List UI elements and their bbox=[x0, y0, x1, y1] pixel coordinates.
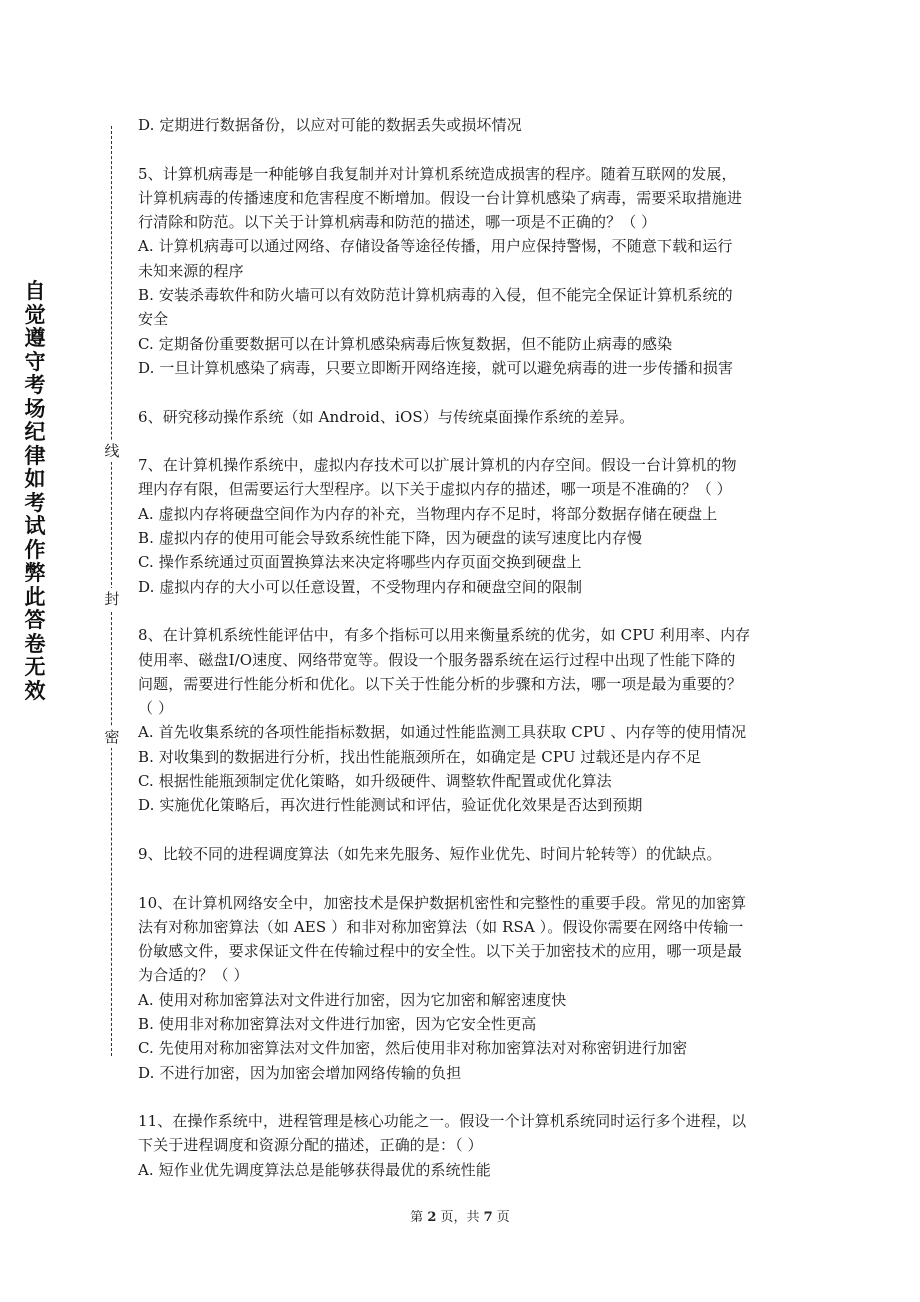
answer-option-line: C. 先使用对称加密算法对文件加密，然后使用非对称加密算法对对称密钥进行加密 bbox=[138, 1039, 688, 1058]
answer-option-line: A. 首先收集系统的各项性能指标数据，如通过性能监测工具获取 CPU 、内存等的使用情况 bbox=[138, 723, 747, 742]
text-line: 使用率、磁盘I/O速度、网络带宽等。假设一个服务器系统在运行过程中出现了性能下降的 bbox=[138, 650, 736, 669]
blank-line bbox=[138, 1085, 793, 1109]
answer-option-line: A. 短作业优先调度算法总是能够获得最优的系统性能 bbox=[138, 1160, 491, 1179]
blank-line bbox=[138, 429, 793, 453]
text-line: 问题，需要进行性能分析和优化。以下关于性能分析的步骤和方法，哪一项是最为重要的？ bbox=[138, 674, 743, 693]
question-stem-line: 8、在计算机系统性能评估中，有多个指标可以用来衡量系统的优劣，如 CPU 利用率、内存 bbox=[138, 626, 751, 645]
question-stem-line: 10、在计算机网络安全中，加密技术是保护数据机密性和完整性的重要手段。常见的加密算 bbox=[138, 893, 747, 912]
answer-option-line: D. 虚拟内存的大小可以任意设置，不受物理内存和硬盘空间的限制 bbox=[138, 577, 583, 596]
answer-option-line: C. 定期备份重要数据可以在计算机感染病毒后恢复数据，但不能防止病毒的感染 bbox=[138, 334, 673, 353]
answer-option-line: D. 定期进行数据备份，以应对可能的数据丢失或损坏情况 bbox=[138, 116, 522, 134]
text-line: 法有对称加密算法（如 AES ）和非对称加密算法（如 RSA ）。假设你需要在网络中传输一 bbox=[138, 917, 744, 936]
exam-content bbox=[138, 113, 793, 1182]
answer-option-line: B. 安装杀毒软件和防火墙可以有效防范计算机病毒的入侵，但不能完全保证计算机系统的 bbox=[138, 286, 733, 305]
binding-margin-notice: 自觉遵守考场纪律如考试作弊此答卷无效 bbox=[24, 279, 46, 703]
current-page-number: 2 bbox=[427, 1210, 437, 1225]
question-stem-line: 6、研究移动操作系统（如 Android、iOS）与传统桌面操作系统的差异。 bbox=[138, 407, 635, 426]
blank-line bbox=[138, 137, 793, 161]
text-line: 份敏感文件，要求保证文件在传输过程中的安全性。以下关于加密技术的应用，哪一项是最 bbox=[138, 942, 743, 961]
answer-option-line: D. 不进行加密，因为加密会增加网络传输的负担 bbox=[138, 1063, 462, 1082]
text-line: 为合适的？（ ） bbox=[138, 966, 249, 985]
total-page-number: 7 bbox=[483, 1210, 493, 1225]
answer-option-line: D. 实施优化策略后，再次进行性能测试和评估，验证优化效果是否达到预期 bbox=[138, 796, 643, 815]
binding-mark-feng: 封 bbox=[104, 590, 120, 608]
question-stem-line: 5、计算机病毒是一种能够自我复制并对计算机系统造成损害的程序。随着互联网的发展， bbox=[138, 164, 737, 183]
question-stem-line: 7、在计算机操作系统中，虚拟内存技术可以扩展计算机的内存空间。假设一台计算机的物 bbox=[138, 456, 737, 475]
text-line: 安全 bbox=[138, 310, 169, 329]
text-line: 计算机病毒的传播速度和危害程度不断增加。假设一台计算机感染了病毒，需要采取措施进 bbox=[138, 188, 743, 207]
binding-mark-mi: 密 bbox=[104, 728, 120, 746]
text-line: 行清除和防范。以下关于计算机病毒和防范的描述，哪一项是不正确的？（ ） bbox=[138, 213, 657, 232]
footer-suffix: 页 bbox=[492, 1210, 510, 1225]
text-line: 下关于进程调度和资源分配的描述，正确的是：（ ） bbox=[138, 1136, 483, 1155]
answer-option-line: A. 计算机病毒可以通过网络、存储设备等途径传播，用户应保持警惕，不随意下载和运行 bbox=[138, 237, 733, 256]
answer-option-line: C. 操作系统通过页面置换算法来决定将哪些内存页面交换到硬盘上 bbox=[138, 553, 582, 572]
text-line: 未知来源的程序 bbox=[138, 261, 244, 280]
footer-middle: 页，共 bbox=[436, 1210, 484, 1225]
blank-line bbox=[138, 599, 793, 623]
page-footer bbox=[0, 1206, 920, 1225]
answer-option-line: B. 使用非对称加密算法对文件进行加密，因为它安全性更高 bbox=[138, 1014, 537, 1033]
blank-line bbox=[138, 380, 793, 404]
answer-option-line: D. 一旦计算机感染了病毒，只要立即断开网络连接，就可以避免病毒的进一步传播和损害 bbox=[138, 358, 734, 377]
binding-mark-xian: 线 bbox=[104, 442, 120, 460]
blank-line bbox=[138, 866, 793, 890]
question-stem-line: 11、在操作系统中，进程管理是核心功能之一。假设一个计算机系统同时运行多个进程，以 bbox=[138, 1112, 747, 1131]
footer-prefix: 第 bbox=[410, 1210, 428, 1225]
question-stem-line: 9、比较不同的进程调度算法（如先来先服务、短作业优先、时间片轮转等）的优缺点。 bbox=[138, 844, 722, 863]
text-line: 理内存有限，但需要运行大型程序。以下关于虚拟内存的描述，哪一项是不准确的？（ ） bbox=[138, 480, 732, 499]
answer-option-line: C. 根据性能瓶颈制定优化策略，如升级硬件、调整软件配置或优化算法 bbox=[138, 772, 612, 791]
answer-option-line: B. 虚拟内存的使用可能会导致系统性能下降，因为硬盘的读写速度比内存慢 bbox=[138, 529, 643, 548]
answer-option-line: A. 虚拟内存将硬盘空间作为内存的补充，当物理内存不足时，将部分数据存储在硬盘上 bbox=[138, 504, 718, 523]
answer-option-line: B. 对收集到的数据进行分析，找出性能瓶颈所在，如确定是 CPU 过载还是内存不足 bbox=[138, 747, 702, 766]
answer-option-line: A. 使用对称加密算法对文件进行加密，因为它加密和解密速度快 bbox=[138, 990, 567, 1009]
blank-line bbox=[138, 818, 793, 842]
text-line: （ ） bbox=[138, 699, 174, 718]
